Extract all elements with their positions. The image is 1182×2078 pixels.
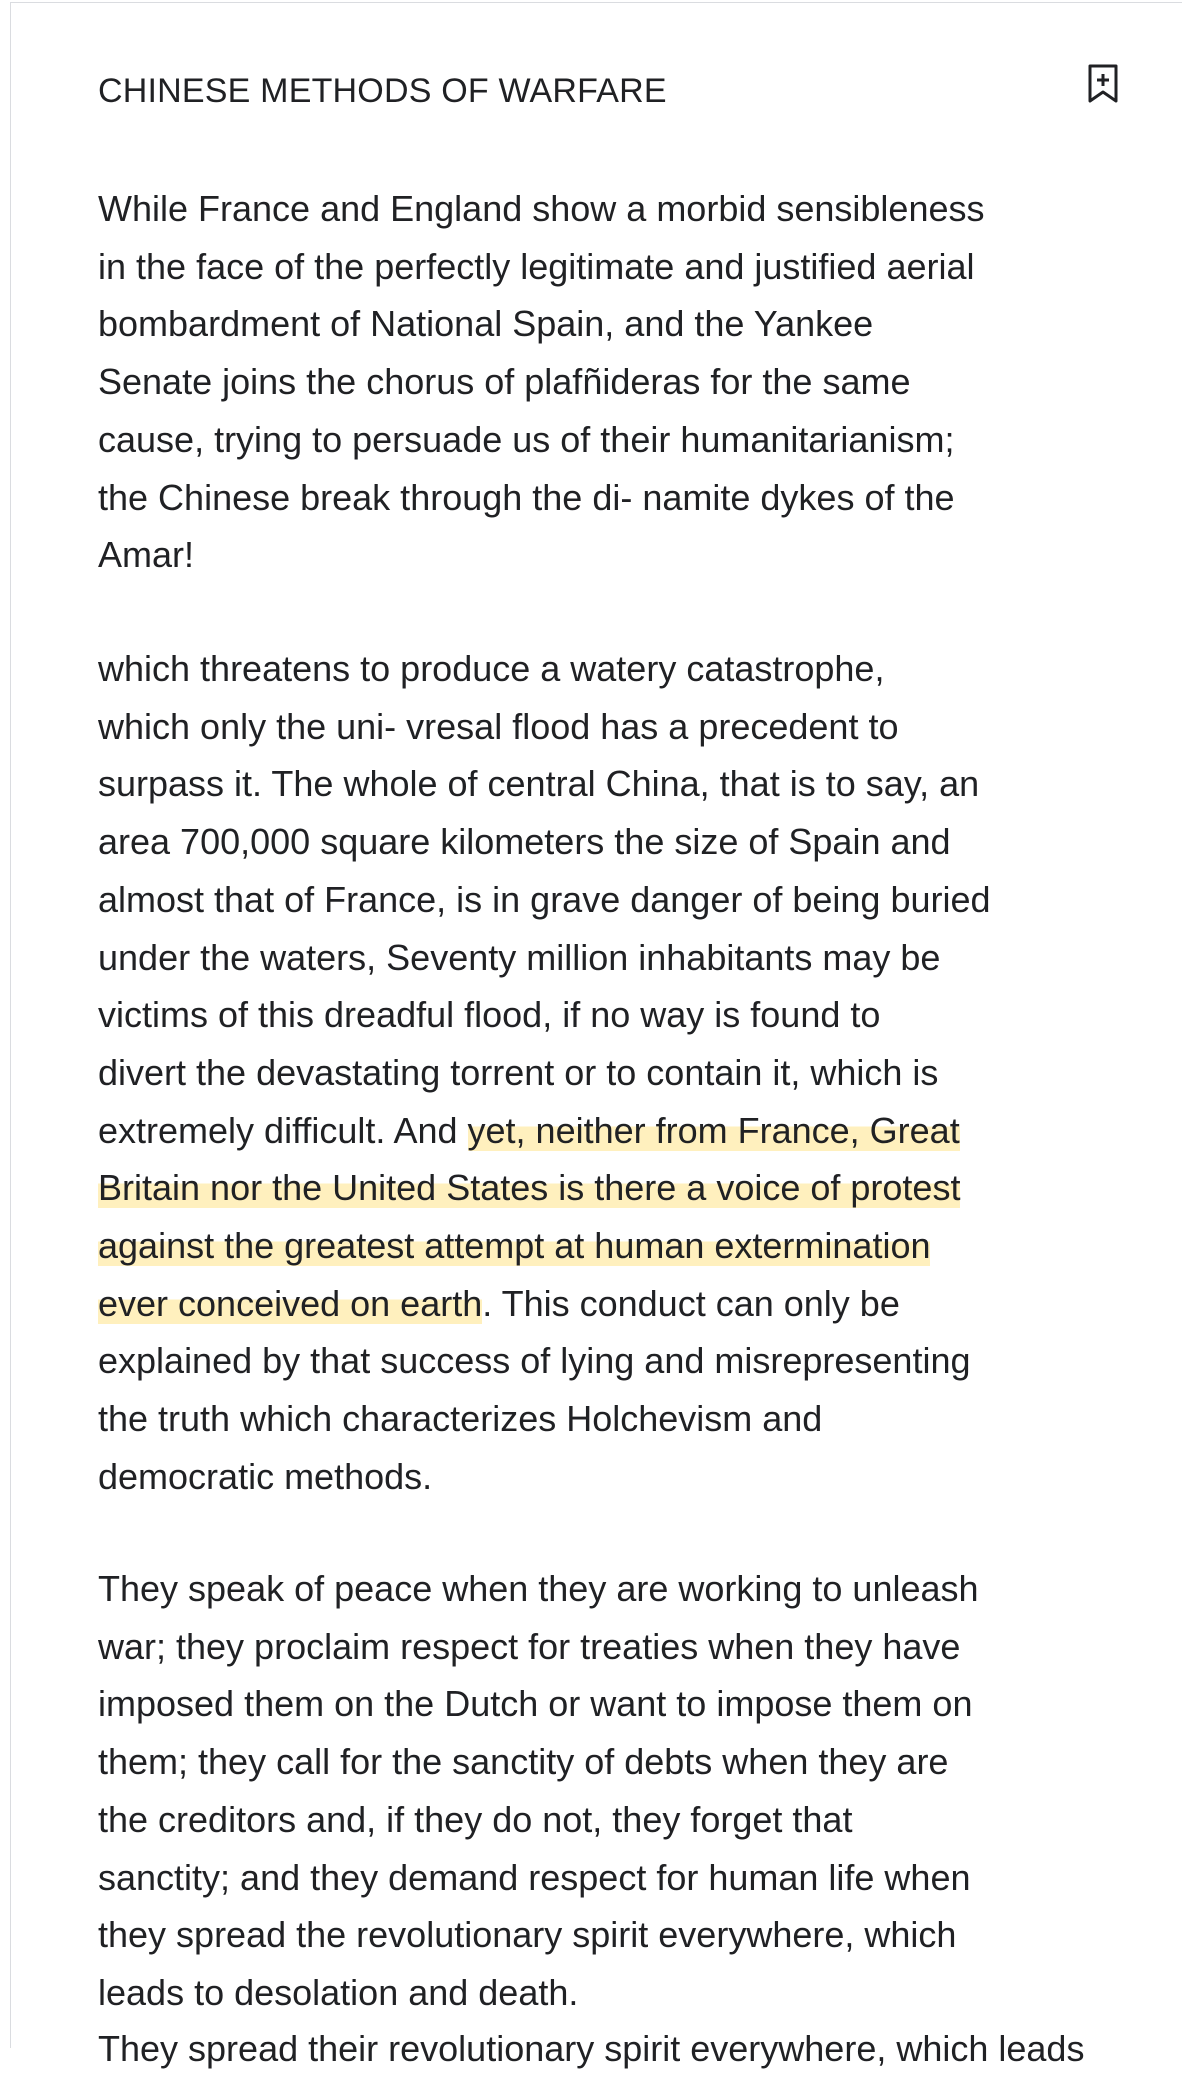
article-title: CHINESE METHODS OF WARFARE [98, 72, 667, 110]
text-line: explained by that success of lying and misrepresenting [98, 1340, 971, 1382]
text-line [98, 1159, 1098, 1217]
highlighted-text[interactable]: yet, neither from France, Great [467, 1109, 960, 1151]
text-run: . This conduct can only be [482, 1282, 900, 1324]
text-line: which threatens to produce a watery catastrophe, [98, 648, 885, 689]
text-line: leads to desolation and death. [98, 1971, 579, 2013]
text-line: war; they proclaim respect for treaties when they have [98, 1625, 961, 1667]
text-line: almost that of France, is in grave danger of being buried [98, 878, 991, 920]
text-line: the creditors and, if they do not, they forget that [98, 1798, 853, 1840]
text-line: They spread their revolutionary spirit everywhere, which leads [98, 2028, 1085, 2069]
text-line: bombardment of National Spain, and the Yankee [98, 303, 874, 345]
text-line: in the face of the perfectly legitimate and justified aerial [98, 245, 975, 287]
bookmark-add-icon [1083, 61, 1123, 107]
text-line: which only the uni- vresal flood has a precedent to [98, 705, 899, 747]
highlighted-text[interactable]: Britain nor the United States is there a voice of protest [98, 1167, 961, 1209]
text-run: extremely difficult. And [98, 1109, 468, 1151]
bookmark-button[interactable] [1083, 61, 1123, 107]
paragraph-1 [98, 180, 1098, 584]
text-line: They speak of peace when they are working to unleash [98, 1568, 979, 1609]
text-line: Senate joins the chorus of plafñideras for the same [98, 361, 911, 403]
text-line: the Chinese break through the di- namite dykes of the [98, 476, 955, 518]
text-line [98, 1217, 1098, 1275]
highlighted-text[interactable]: against the greatest attempt at human extermination [98, 1225, 931, 1267]
text-line: sanctity; and they demand respect for human life when [98, 1856, 971, 1898]
text-line: divert the devastating torrent or to contain it, which is [98, 1051, 939, 1093]
text-line: imposed them on the Dutch or want to impose them on [98, 1683, 973, 1725]
text-line: While France and England show a morbid sensibleness [98, 188, 985, 229]
text-line [98, 1102, 1098, 1160]
document-page [10, 2, 1182, 2069]
text-line: them; they call for the sanctity of debts when they are [98, 1741, 949, 1783]
paragraph-2 [98, 640, 1098, 1506]
text-line: area 700,000 square kilometers the size of Spain and [98, 821, 951, 863]
text-line: they spread the revolutionary spirit everywhere, which [98, 1914, 957, 1956]
text-line: under the waters, Seventy million inhabitants may be [98, 936, 941, 978]
highlighted-text[interactable]: ever conceived on earth [98, 1282, 483, 1324]
text-line: the truth which characterizes Holchevism and [98, 1398, 823, 1440]
paragraph-3 [98, 1560, 1098, 2022]
text-line: cause, trying to persuade us of their humanitarianism; [98, 418, 955, 460]
text-line [98, 1275, 1098, 1333]
paragraph-4 [98, 2020, 1098, 2078]
text-line: Amar! [98, 534, 195, 576]
text-line: democratic methods. [98, 1455, 433, 1497]
text-line: victims of this dreadful flood, if no way is found to [98, 994, 881, 1036]
text-line: surpass it. The whole of central China, that is to say, an [98, 763, 980, 805]
